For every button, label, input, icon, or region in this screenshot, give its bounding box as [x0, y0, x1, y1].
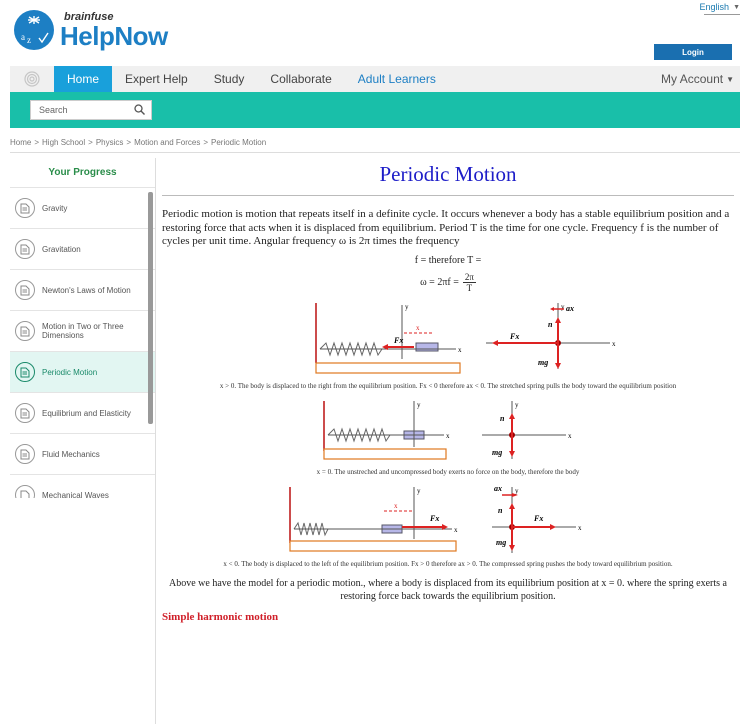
- sidebar-item-label: Motion in Two or Three Dimensions: [42, 322, 124, 340]
- language-label: English: [699, 2, 730, 12]
- acceleration-label: ax: [494, 483, 502, 493]
- breadcrumb-separator: >: [88, 138, 93, 147]
- equation-period: f = therefore T =: [414, 254, 482, 266]
- caption-equilibrium: x = 0. The unstreched and uncompressed body exerts no force on the body, therefore the body: [316, 467, 580, 476]
- logo-emblem-icon: [14, 10, 54, 50]
- page-title: Periodic Motion: [379, 162, 517, 186]
- breadcrumb-home[interactable]: Home: [10, 138, 32, 147]
- axis-y-label: y: [515, 400, 519, 409]
- axis-x-label: x: [458, 345, 462, 354]
- equation-numerator: 2π: [464, 271, 474, 282]
- sidebar-title: Your Progress: [10, 158, 155, 188]
- axis-y-label: y: [417, 400, 421, 409]
- logo-product-text: HelpNow: [60, 20, 168, 51]
- sidebar-item-fluid-mechanics[interactable]: [10, 434, 155, 475]
- axis-y-label: y: [561, 302, 565, 311]
- my-account-label: My Account: [661, 72, 724, 86]
- acceleration-label: ax: [566, 303, 574, 313]
- breadcrumb-separator: >: [126, 138, 132, 147]
- diagram-stretched-spring: [162, 299, 734, 379]
- nav-adult-learners[interactable]: Adult Learners: [357, 72, 436, 86]
- search-icon[interactable]: [134, 104, 145, 118]
- force-fx-label: Fx: [394, 335, 404, 345]
- progress-list: [10, 188, 155, 498]
- main-content: [162, 158, 734, 623]
- displacement-x-label: x: [416, 323, 420, 332]
- weight-label: mg: [538, 357, 549, 367]
- breadcrumb-high-school[interactable]: High School: [42, 138, 86, 147]
- sidebar-item-periodic-motion[interactable]: [10, 352, 155, 393]
- search-input[interactable]: [30, 100, 152, 120]
- main-nav: [10, 66, 740, 92]
- breadcrumb-motion-forces[interactable]: Motion and Forces: [134, 138, 201, 147]
- nav-collaborate[interactable]: Collaborate: [270, 72, 332, 86]
- axis-x-label: x: [612, 339, 616, 348]
- sidebar-item-label: Mechanical Waves: [42, 490, 109, 498]
- breadcrumb-divider: [10, 152, 740, 153]
- intro-paragraph: Periodic motion is motion that repeats itself in a definite cycle. It occurs whenever a body has a stable equilibrium position and a restoring force that acts when it is displaced from equilibrium. Period T is the time for one cycle. Frequency f is the number of cycles per unit time. Angular frequency ω is 2π times the frequency: [162, 208, 730, 247]
- force-fx-label: Fx: [534, 513, 544, 523]
- logo-brand-text: brainfuse: [64, 10, 114, 23]
- axis-y-label: y: [405, 302, 409, 311]
- document-icon: [15, 444, 35, 464]
- sidebar-item-label: Gravity: [42, 203, 68, 213]
- breadcrumb-physics[interactable]: Physics: [95, 138, 124, 147]
- diagram-compressed-spring: [162, 483, 734, 557]
- displacement-x-label: x: [394, 501, 398, 510]
- axis-x-label: x: [568, 431, 572, 440]
- login-button[interactable]: Login: [654, 44, 732, 60]
- my-account-menu[interactable]: [661, 66, 740, 92]
- section-heading-shm: Simple harmonic motion: [162, 610, 279, 623]
- force-fx-label: Fx: [430, 513, 440, 523]
- equation-fraction: [463, 272, 476, 293]
- document-icon: [15, 280, 35, 300]
- title-divider: [162, 195, 734, 196]
- weight-label: mg: [496, 537, 507, 547]
- document-icon: [15, 321, 35, 341]
- nav-study[interactable]: Study: [213, 72, 245, 86]
- sidebar-item-label: Equilibrium and Elasticity: [42, 408, 131, 418]
- document-icon: [15, 198, 35, 218]
- weight-label: mg: [492, 447, 503, 457]
- equation-denominator: T: [466, 282, 473, 293]
- axis-y-label: y: [515, 486, 519, 495]
- sidebar-item-newtons-laws[interactable]: [10, 270, 155, 311]
- nav-expert-help[interactable]: Expert Help: [125, 72, 188, 86]
- diagram-equilibrium: [162, 397, 734, 465]
- sidebar-item-gravity[interactable]: [10, 188, 155, 229]
- document-icon: [15, 362, 35, 382]
- sidebar-item-gravitation[interactable]: [10, 229, 155, 270]
- brainfuse-logo[interactable]: [14, 10, 168, 50]
- equation-angular-frequency: [162, 272, 734, 293]
- axis-x-label: x: [446, 431, 450, 440]
- language-selector[interactable]: [700, 2, 740, 12]
- breadcrumb: [10, 138, 266, 147]
- axis-y-label: y: [417, 486, 421, 495]
- axis-x-label: x: [454, 525, 458, 534]
- document-icon: [15, 485, 35, 498]
- normal-force-label: n: [498, 505, 503, 515]
- normal-force-label: n: [548, 319, 553, 329]
- sidebar-item-equilibrium[interactable]: [10, 393, 155, 434]
- search-placeholder: Search: [39, 105, 68, 115]
- axis-x-label: x: [578, 523, 582, 532]
- summary-paragraph: Above we have the model for a periodic motion., where a body is displaced from its equilibrium position at x = 0. where the spring exerts a restoring force back towards the equilibrium position.: [169, 577, 727, 602]
- sidebar-item-label: Gravitation: [42, 244, 81, 254]
- sidebar-item-motion-2d-3d[interactable]: [10, 311, 155, 352]
- svg-text:z: z: [27, 35, 31, 45]
- caption-compressed: x < 0. The body is displaced to the left of the equilibrium position. Fx > 0 therefore ax > 0. The compressed spring pushes the body toward equilibrium position.: [223, 559, 673, 568]
- breadcrumb-separator: >: [34, 138, 40, 147]
- equation-left: ω = 2πf =: [420, 276, 459, 288]
- search-band: [10, 92, 740, 128]
- document-icon: [15, 239, 35, 259]
- sidebar-item-label: Fluid Mechanics: [42, 449, 100, 459]
- sidebar-item-label: Periodic Motion: [42, 367, 98, 377]
- normal-force-label: n: [500, 413, 505, 423]
- chevron-down-icon: ▼: [733, 3, 740, 11]
- svg-text:a: a: [21, 32, 25, 42]
- chevron-down-icon: ▼: [726, 74, 734, 84]
- sidebar-item-mechanical-waves[interactable]: [10, 475, 155, 498]
- breadcrumb-separator: >: [203, 138, 208, 147]
- document-icon: [15, 403, 35, 423]
- sidebar-scrollbar[interactable]: [148, 192, 153, 424]
- nav-home[interactable]: Home: [54, 66, 112, 92]
- progress-sidebar: [10, 158, 156, 724]
- fingerprint-icon[interactable]: [10, 66, 54, 92]
- breadcrumb-current: Periodic Motion: [211, 138, 267, 147]
- force-fx-label: Fx: [510, 331, 520, 341]
- language-underline: [704, 14, 740, 15]
- caption-stretched: x > 0. The body is displaced to the right from the equilibrium position. Fx < 0 therefore ax < 0. The stretched spring pulls the body toward the equilibrium position: [219, 381, 677, 390]
- sidebar-item-label: Newton's Laws of Motion: [42, 285, 131, 295]
